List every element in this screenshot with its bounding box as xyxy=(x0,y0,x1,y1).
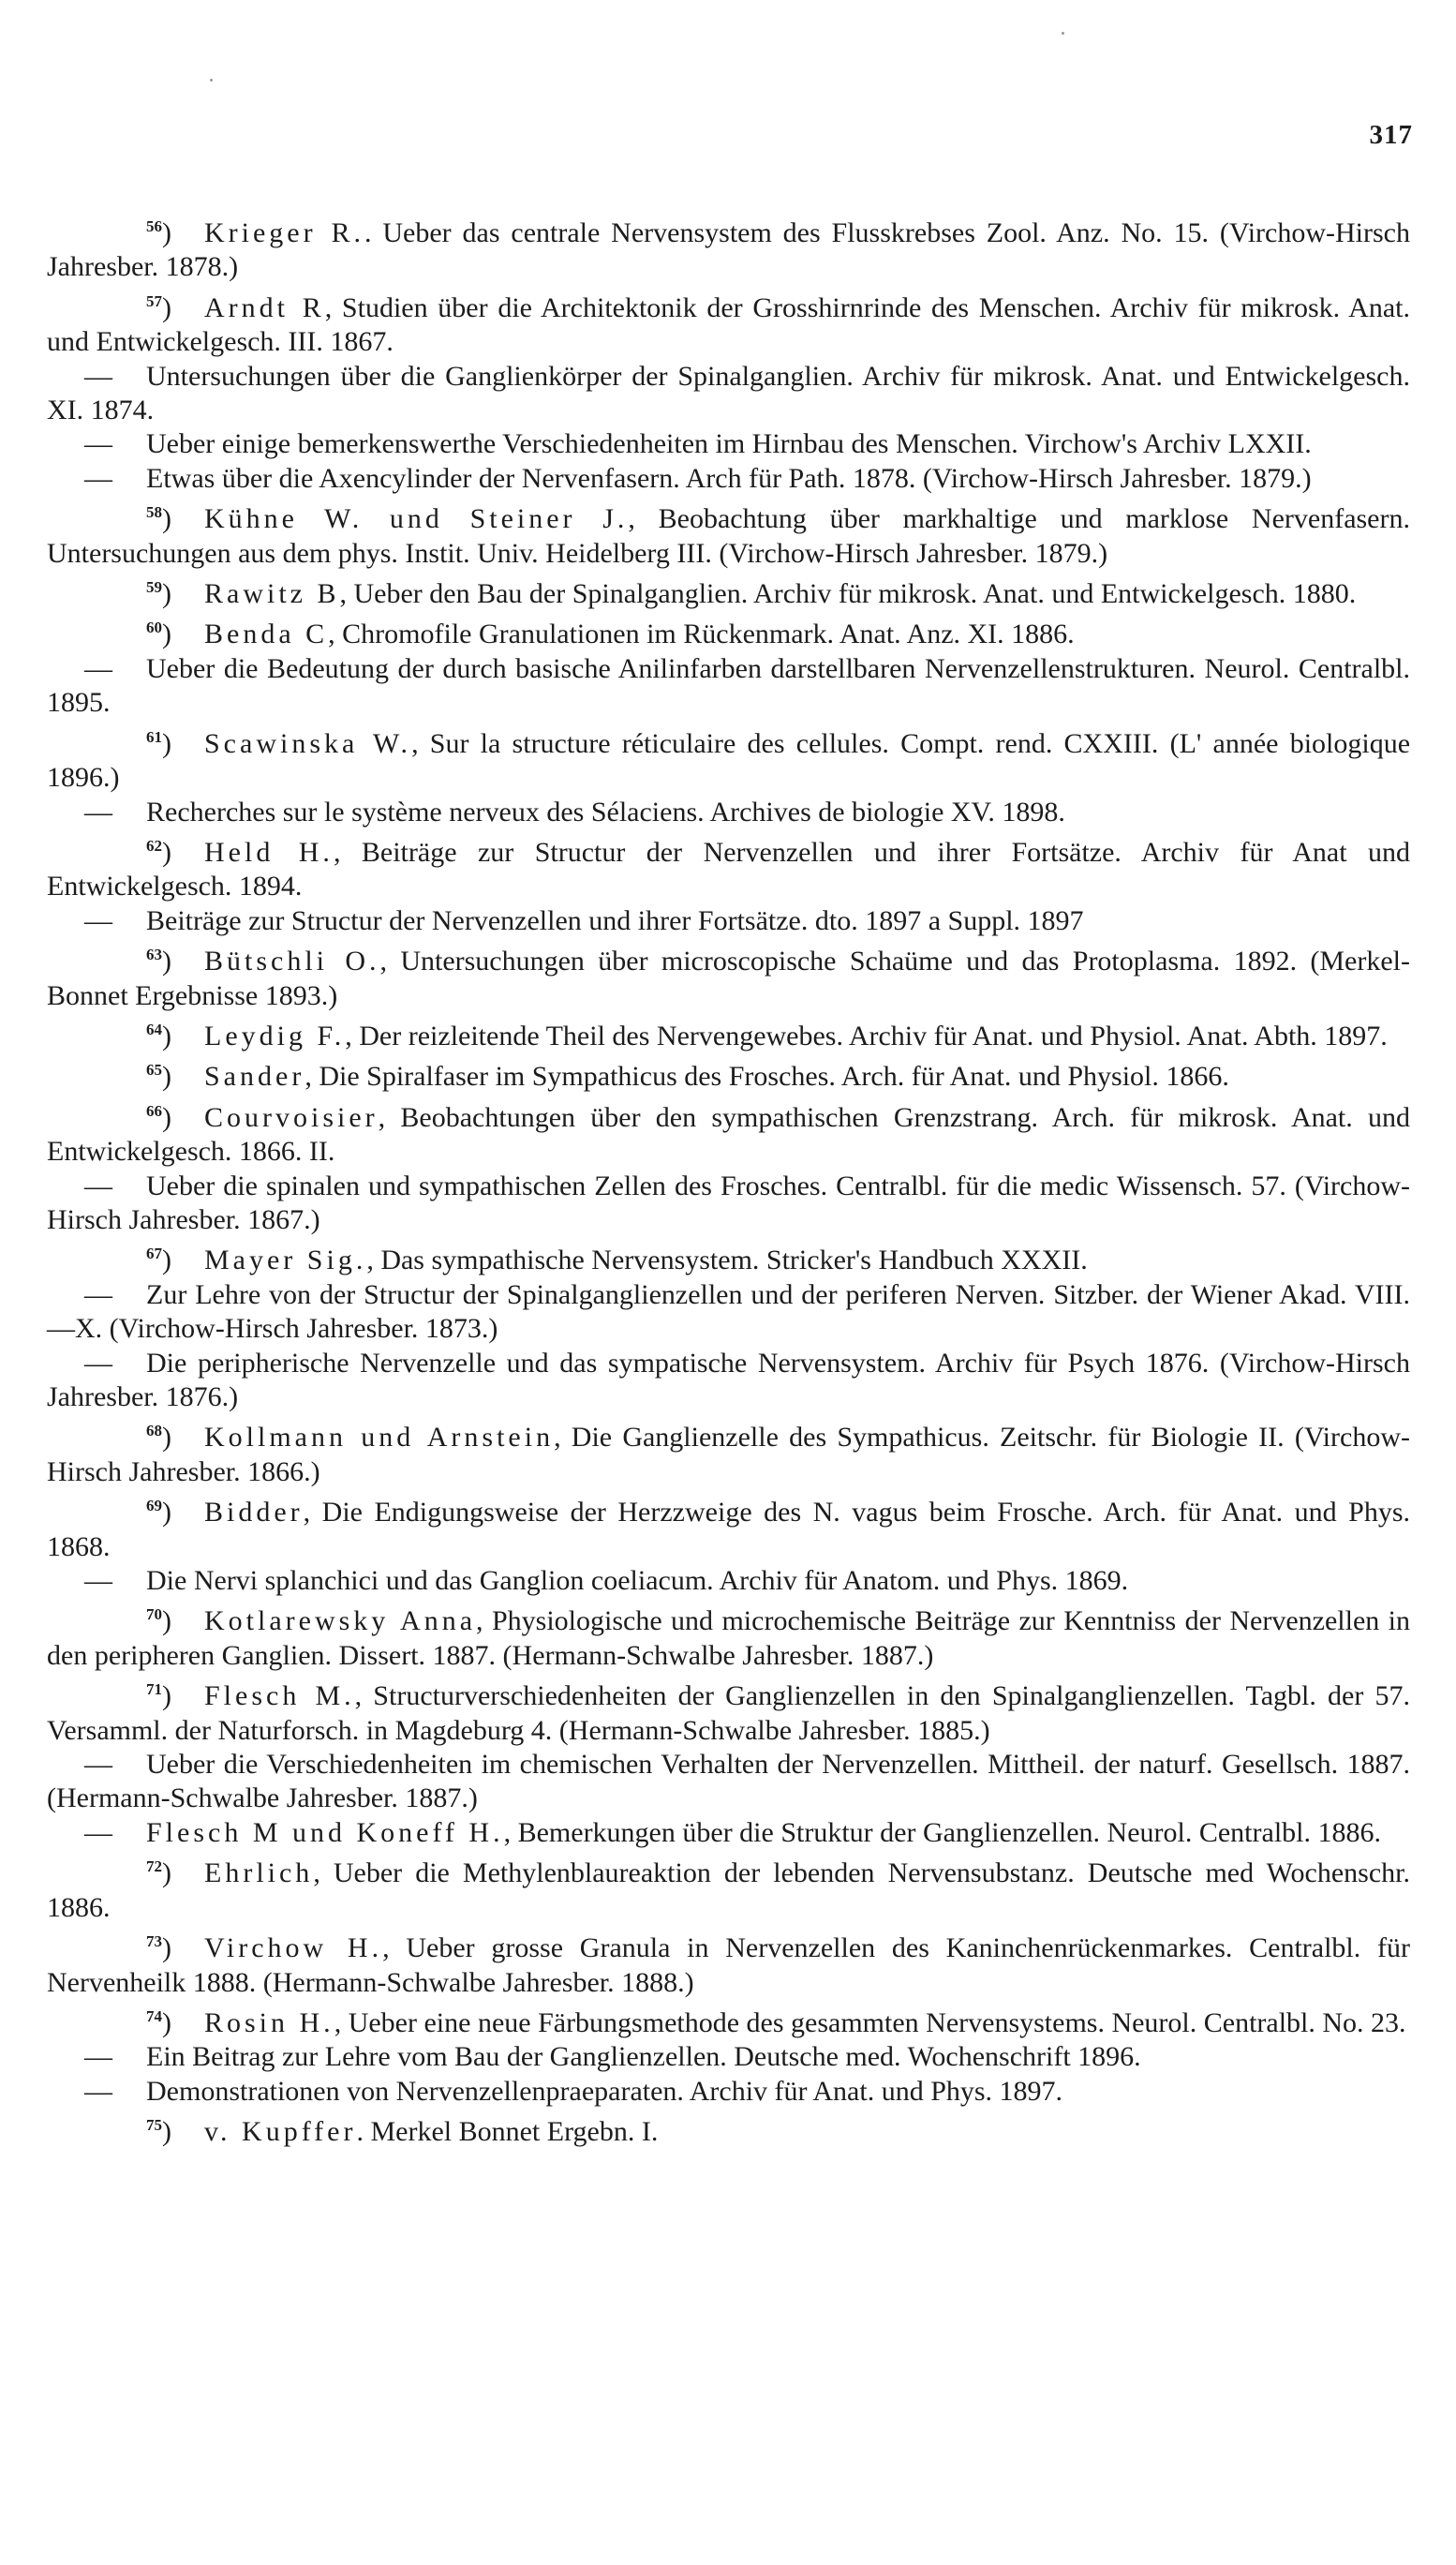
reference-author: Benda C xyxy=(204,619,329,650)
footnote-number: 56 xyxy=(146,217,162,235)
reference-author: Leydig F. xyxy=(204,1020,346,1051)
footnote-number: 72 xyxy=(146,1857,162,1876)
repeat-author-dash: — xyxy=(84,796,112,828)
reference-entry xyxy=(47,1170,1410,1238)
reference-author: Mayer Sig. xyxy=(204,1245,367,1276)
reference-entry xyxy=(47,496,1410,571)
reference-author: Kotlarewsky Anna xyxy=(204,1605,477,1637)
footnote-marker: $^{58}$) xyxy=(146,503,171,535)
reference-author: Ehrlich xyxy=(204,1857,314,1889)
footnote-number: 68 xyxy=(146,1422,162,1440)
reference-text: , Die Endigungsweise der Herzzweige des N. vagus beim Frosche. Arch. für Anat. und Phys. 1868. xyxy=(47,1497,1410,1562)
reference-author: Kühne W. und Steiner J. xyxy=(204,503,629,535)
reference-entry xyxy=(47,796,1410,829)
reference-entry xyxy=(47,2040,1410,2074)
repeat-author-dash: — xyxy=(84,2041,112,2073)
reference-text: , Die Spiralfaser im Sympathicus des Frosches. Arch. für Anat. und Physiol. 1866. xyxy=(305,1061,1229,1093)
reference-text: , Beiträge zur Structur der Nervenzellen und ihrer Fortsätze. Archiv für Anat und Entwickelgesch. 1894. xyxy=(47,836,1410,902)
reference-entry xyxy=(47,1925,1410,2000)
reference-text: , Bemerkungen über die Struktur der Ganglienzellen. Neurol. Centralbl. 1886. xyxy=(503,1816,1381,1848)
reference-entry xyxy=(47,1414,1410,1489)
footnote-number: 64 xyxy=(146,1020,162,1038)
reference-entry xyxy=(47,938,1410,1013)
footnote-number: 71 xyxy=(146,1680,162,1699)
repeat-author-dash: — xyxy=(84,904,112,936)
reference-text: , Ueber eine neue Färbungsmethode des gesammten Nervensystems. Neurol. Centralbl. No. 23. xyxy=(334,2006,1406,2038)
footnote-marker: $^{73}$) xyxy=(146,1932,171,1964)
footnote-marker: $^{56}$) xyxy=(146,217,171,248)
scan-speck xyxy=(210,79,213,82)
reference-entry xyxy=(47,829,1410,904)
reference-text: , Die Ganglienzelle des Sympathicus. Zeitschr. für Biologie II. (Virchow-Hirsch Jahresber. 1866.) xyxy=(47,1422,1410,1487)
footnote-number: 66 xyxy=(146,1101,162,1120)
reference-text: Ein Beitrag zur Lehre vom Bau der Ganglienzellen. Deutsche med. Wochenschrift 1896. xyxy=(146,2041,1141,2073)
reference-text: Demonstrationen von Nervenzellenpraeparaten. Archiv für Anat. und Phys. 1897. xyxy=(146,2075,1063,2107)
repeat-author-dash: — xyxy=(84,360,112,392)
reference-entry xyxy=(47,1278,1410,1347)
reference-entry xyxy=(47,1598,1410,1673)
reference-author: Rosin H. xyxy=(204,2006,334,2038)
page-number: 317 xyxy=(1369,120,1413,150)
reference-text: Recherches sur le système nerveux des Sélaciens. Archives de biologie XV. 1898. xyxy=(146,796,1065,828)
footnote-marker: $^{65}$) xyxy=(146,1061,171,1093)
reference-text: Etwas über die Axencylinder der Nervenfasern. Arch für Path. 1878. (Virchow-Hirsch Jahresber. 1879.) xyxy=(146,462,1312,494)
reference-text: Beiträge zur Structur der Nervenzellen und ihrer Fortsätze. dto. 1897 a Suppl. 1897 xyxy=(146,904,1084,936)
reference-text: , Chromofile Granulationen im Rückenmark. Anat. Anz. XI. 1886. xyxy=(328,619,1075,650)
footnote-marker: $^{62}$) xyxy=(146,836,171,868)
reference-author: Sander xyxy=(204,1061,305,1093)
repeat-author-dash: — xyxy=(84,2075,112,2107)
reference-text: , Das sympathische Nervensystem. Stricker's Handbuch XXXII. xyxy=(366,1245,1088,1276)
reference-text: Die peripherische Nervenzelle und das sympatische Nervensystem. Archiv für Psych 1876. (Virchow-Hirsch Jahresber. 1876.) xyxy=(47,1347,1410,1412)
reference-entry xyxy=(47,1564,1410,1598)
reference-entry xyxy=(47,652,1410,721)
footnote-marker: $^{64}$) xyxy=(146,1020,171,1051)
footnote-number: 61 xyxy=(146,727,162,746)
reference-entry xyxy=(47,1237,1410,1277)
footnote-number: 60 xyxy=(146,619,162,637)
footnote-number: 74 xyxy=(146,2006,162,2025)
reference-text: . Ueber das centrale Nervensystem des Flusskrebses Zool. Anz. No. 15. (Virchow-Hirsch Jahresber. 1878.) xyxy=(47,217,1410,283)
reference-entry xyxy=(47,427,1410,461)
repeat-author-dash: — xyxy=(84,1170,112,1201)
footnote-number: 70 xyxy=(146,1605,162,1624)
reference-text: Ueber die spinalen und sympathischen Zellen des Frosches. Centralbl. für die medic Wissensch. 57. (Virchow-Hirsch Jahresber. 1867.) xyxy=(47,1170,1410,1235)
reference-author: Rawitz B xyxy=(204,578,340,610)
footnote-marker: $^{68}$) xyxy=(146,1422,171,1454)
repeat-author-dash: — xyxy=(84,1816,112,1848)
reference-text: Ueber einige bemerkenswerthe Verschiedenheiten im Hirnbau des Menschen. Virchow's Archiv LXXII. xyxy=(146,428,1312,460)
repeat-author-dash: — xyxy=(84,428,112,460)
reference-entry xyxy=(47,1013,1410,1053)
footnote-marker: $^{57}$) xyxy=(146,291,171,323)
reference-text: , Ueber grosse Granula in Nervenzellen des Kaninchenrückenmarkes. Centralbl. für Nervenheilk 1888. (Hermann-Schwalbe Jahresber. 1888.) xyxy=(47,1932,1410,1998)
reference-text: Ueber die Verschiedenheiten im chemischen Verhalten der Nervenzellen. Mittheil. der naturf. Gesellsch. 1887. (Hermann-Schwalbe Jahresber. 1887.) xyxy=(47,1749,1410,1814)
footnote-marker: $^{61}$) xyxy=(146,727,171,759)
repeat-author-dash: — xyxy=(84,1278,112,1310)
reference-author: Bidder xyxy=(204,1497,304,1529)
reference-text: , Sur la structure réticulaire des cellules. Compt. rend. CXXIII. (L' année biologique 1896.) xyxy=(47,727,1411,794)
footnote-number: 59 xyxy=(146,578,162,597)
reference-text: , Der reizleitende Theil des Nervengewebes. Archiv für Anat. und Physiol. Anat. Abth. 1897. xyxy=(345,1020,1388,1051)
reference-author: Virchow H. xyxy=(204,1932,383,1964)
reference-author: Held H. xyxy=(204,836,334,868)
reference-text: Ueber die Bedeutung der durch basische Anilinfarben darstellbaren Nervenzellenstrukturen. Neurol. Centralbl. 1895. xyxy=(47,652,1410,719)
reference-entry xyxy=(47,360,1410,428)
reference-entry xyxy=(47,1673,1410,1748)
scan-speck xyxy=(1062,32,1064,35)
reference-text: Die Nervi splanchici und das Ganglion coeliacum. Archiv für Anatom. und Phys. 1869. xyxy=(146,1565,1129,1597)
reference-entry xyxy=(47,1850,1410,1925)
reference-entry xyxy=(47,1347,1410,1415)
footnote-marker: $^{63}$) xyxy=(146,946,171,977)
footnote-number: 67 xyxy=(146,1245,162,1263)
reference-text: Zur Lehre von der Structur der Spinalganglienzellen und der periferen Nerven. Sitzber. der Wiener Akad. VIII.—X. (Virchow-Hirsch Jahresber. 1873.) xyxy=(47,1278,1410,1345)
reference-text: Untersuchungen über die Ganglienkörper der Spinalganglien. Archiv für mikrosk. Anat. und Entwickelgesch. XI. 1874. xyxy=(47,360,1410,426)
repeat-author-dash: — xyxy=(84,1749,112,1781)
reference-author: Flesch M und Koneff H. xyxy=(146,1816,504,1848)
repeat-author-dash: — xyxy=(84,1565,112,1597)
reference-entry xyxy=(47,904,1410,938)
reference-entry xyxy=(47,721,1410,796)
reference-text: , Beobachtung über markhaltige und marklose Nervenfasern. Untersuchungen aus dem phys. Instit. Univ. Heidelberg III. (Virchow-Hirsch Jahresber. 1879.) xyxy=(47,503,1410,569)
footnote-marker: $^{70}$) xyxy=(146,1605,171,1637)
footnote-number: 75 xyxy=(146,2116,162,2135)
reference-entry xyxy=(47,611,1410,651)
reference-entry xyxy=(47,2075,1410,2109)
footnote-marker: $^{66}$) xyxy=(146,1101,171,1133)
reference-text: , Ueber die Methylenblaureaktion der lebenden Nervensubstanz. Deutsche med Wochenschr. 1886. xyxy=(47,1857,1410,1923)
reference-entry xyxy=(47,210,1410,285)
footnote-number: 65 xyxy=(146,1061,162,1080)
repeat-author-dash: — xyxy=(84,652,112,684)
reference-entry xyxy=(47,571,1410,611)
reference-author: Kollmann und Arnstein xyxy=(204,1422,555,1454)
reference-text: . Merkel Bonnet Ergebn. I. xyxy=(356,2116,659,2148)
reference-text: , Beobachtungen über den sympathischen Grenzstrang. Arch. für mikrosk. Anat. und Entwickelgesch. 1866. II. xyxy=(47,1101,1410,1168)
footnote-number: 58 xyxy=(146,503,162,522)
footnote-marker: $^{74}$) xyxy=(146,2006,171,2038)
reference-author: Krieger R. xyxy=(204,217,364,248)
reference-entry xyxy=(47,2000,1410,2040)
reference-author: Bütschli O. xyxy=(204,946,380,977)
reference-text: , Untersuchungen über microscopische Schaüme und das Protoplasma. 1892. (Merkel-Bonnet Ergebnisse 1893.) xyxy=(47,946,1411,1011)
reference-text: , Studien über die Architektonik der Grosshirnrinde des Menschen. Archiv für mikrosk. Anat. und Entwickelgesch. III. 1867. xyxy=(47,291,1410,358)
footnote-marker: $^{71}$) xyxy=(146,1680,171,1712)
reference-entry xyxy=(47,2109,1410,2149)
reference-entry xyxy=(47,462,1410,496)
reference-author: v. Kupffer xyxy=(204,2116,357,2148)
footnote-marker: $^{60}$) xyxy=(146,619,171,650)
reference-entry xyxy=(47,1095,1410,1170)
reference-text: , Physiologische und microchemische Beiträge zur Kenntniss der Nervenzellen in den peripheren Ganglien. Dissert. 1887. (Hermann-Schwalbe Jahresber. 1887.) xyxy=(47,1605,1411,1671)
reference-author: Courvoisier xyxy=(204,1101,379,1133)
footnote-number: 73 xyxy=(146,1932,162,1951)
reference-entry xyxy=(47,1748,1410,1816)
repeat-author-dash: — xyxy=(84,1347,112,1379)
footnote-marker: $^{72}$) xyxy=(146,1857,171,1889)
footnote-marker: $^{75}$) xyxy=(146,2116,171,2148)
footnote-number: 62 xyxy=(146,836,162,855)
footnote-marker: $^{69}$) xyxy=(146,1497,171,1529)
reference-entry xyxy=(47,1053,1410,1094)
reference-entry xyxy=(47,1489,1410,1564)
footnote-marker: $^{59}$) xyxy=(146,578,171,610)
footnote-number: 57 xyxy=(146,291,162,310)
reference-entry xyxy=(47,285,1410,360)
repeat-author-dash: — xyxy=(84,462,112,494)
reference-list xyxy=(47,210,1410,2150)
reference-text: , Structurverschiedenheiten der Ganglienzellen in den Spinalganglienzellen. Tagbl. der 57. Versamml. der Naturforsch. in Magdeburg 4. (Hermann-Schwalbe Jahresber. 1885.) xyxy=(47,1680,1411,1746)
reference-entry xyxy=(47,1816,1410,1850)
reference-author: Scawinska W. xyxy=(204,727,412,759)
reference-author: Arndt R xyxy=(204,291,325,323)
reference-author: Flesch M. xyxy=(204,1680,355,1712)
footnote-number: 69 xyxy=(146,1497,162,1515)
footnote-marker: $^{67}$) xyxy=(146,1245,171,1276)
reference-text: , Ueber den Bau der Spinalganglien. Archiv für mikrosk. Anat. und Entwickelgesch. 1880. xyxy=(339,578,1357,610)
footnote-number: 63 xyxy=(146,946,162,964)
